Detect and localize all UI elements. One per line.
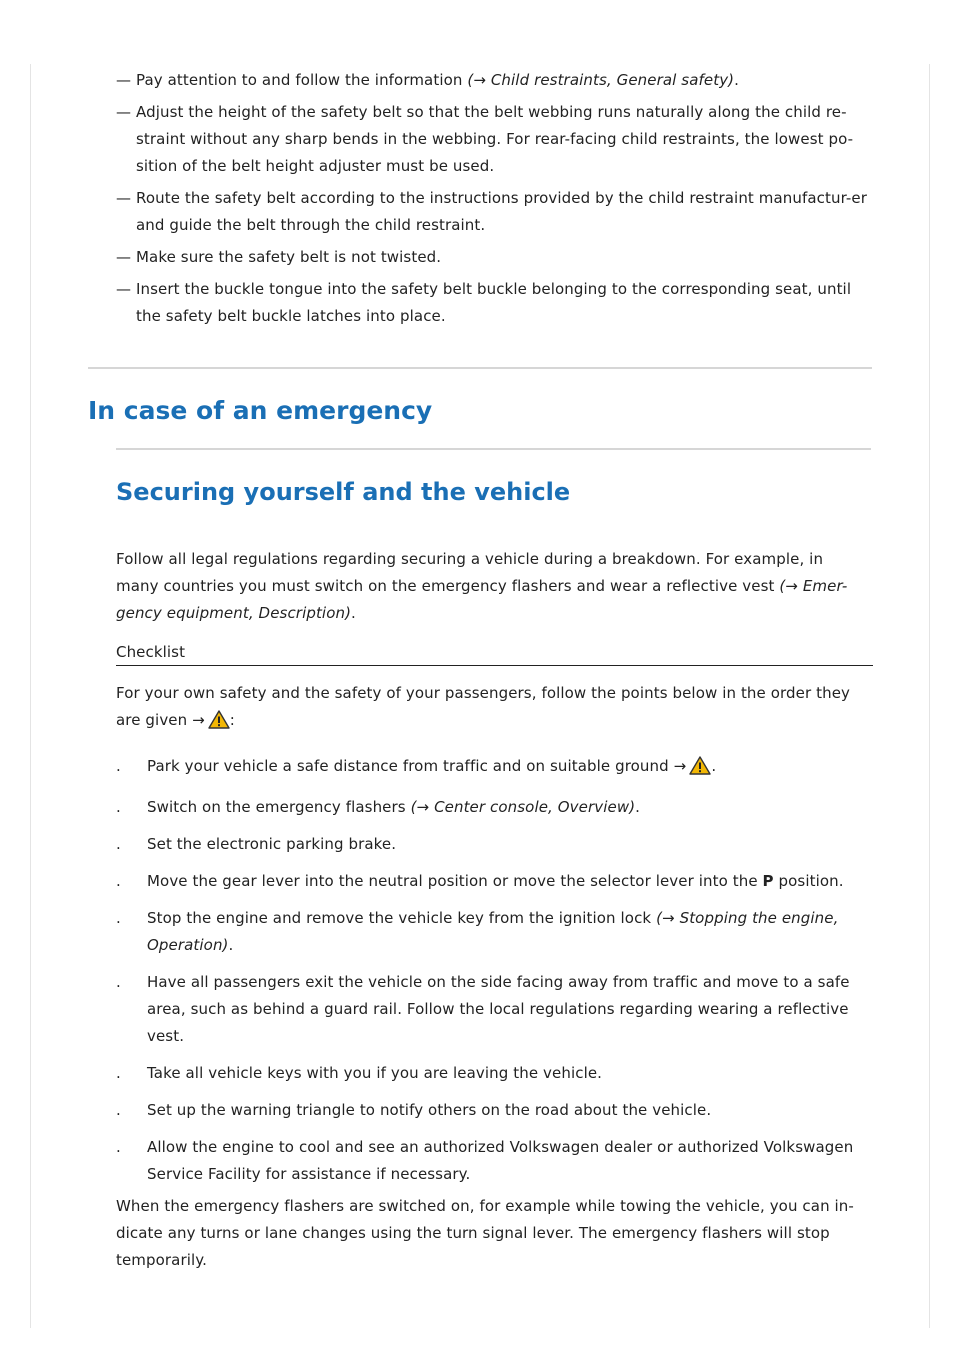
list-item-text: Adjust the height of the safety belt so that the belt webbing runs naturally along the child re-straint without any sharp bends in the webbing. For rear-facing child restraints, the lowest po-sition of the belt height adjuster must be used. (136, 103, 854, 175)
section-divider (88, 367, 872, 369)
section-title: In case of an emergency (88, 396, 433, 425)
step-marker: . (116, 835, 121, 853)
list-item-text: Insert the buckle tongue into the safety belt buckle belonging to the corresponding seat, until the safety belt buckle latches into place. (136, 280, 852, 325)
checklist-step: . Switch on the emergency flashers (→ Center console, Overview). (116, 794, 872, 821)
intro-paragraph: Follow all legal regulations regarding securing a vehicle during a breakdown. For example, in many countries you must switch on the emergency flashers and wear a reflective vest (→ Emer-gency equipment, Description). (116, 550, 848, 622)
checklist-lead: For your own safety and the safety of your passengers, follow the points below in the order they are given → : (116, 680, 868, 738)
checklist-step: . Set the electronic parking brake. (116, 831, 872, 858)
dash-bullet: — (116, 103, 132, 121)
subsection-divider (116, 448, 871, 450)
belt-instructions-list (116, 67, 876, 335)
checklist-step: . Have all passengers exit the vehicle on the side facing away from traffic and move to a safe area, such as behind a guard rail. Follow the local regulations regarding wearing a reflective vest. (116, 969, 872, 1050)
arrow-right-icon: → (662, 909, 675, 927)
list-item (116, 185, 876, 239)
cross-reference-link[interactable]: (→ Stopping the engine, Operation) (147, 909, 839, 954)
arrow-right-icon: → (192, 711, 205, 729)
page-margin-left (30, 64, 31, 1328)
step-marker: . (116, 872, 121, 890)
checklist-divider (116, 665, 873, 666)
step-marker: . (116, 1101, 121, 1119)
gear-position-label: P (762, 872, 774, 890)
step-marker: . (116, 798, 121, 816)
list-item-text: Pay attention to and follow the information (136, 71, 468, 89)
arrow-right-icon: → (416, 798, 430, 816)
checklist-step: . Park your vehicle a safe distance from traffic and on suitable ground → . (116, 753, 872, 784)
list-item (116, 276, 876, 330)
warning-triangle-icon[interactable] (208, 710, 230, 738)
dash-bullet: — (116, 189, 132, 207)
cross-reference-link[interactable]: (→ Emer-gency equipment, Description) (116, 577, 848, 622)
cross-reference-link[interactable]: (→ Child restraints, General safety) (467, 71, 735, 89)
dash-bullet: — (116, 280, 132, 298)
list-item-text: Make sure the safety belt is not twisted. (136, 248, 442, 266)
list-item (116, 99, 876, 180)
dash-bullet: — (116, 71, 132, 89)
step-marker: . (116, 1064, 121, 1082)
closing-paragraph: When the emergency flashers are switched on, for example while towing the vehicle, you can in-dicate any turns or lane changes using the turn signal lever. The emergency flashers will stop temporarily. (116, 1197, 854, 1269)
checklist-step: . Take all vehicle keys with you if you are leaving the vehicle. (116, 1060, 872, 1087)
checklist-step: . Stop the engine and remove the vehicle key from the ignition lock (→ Stopping the engine, Operation). (116, 905, 872, 959)
arrow-right-icon: → (673, 757, 687, 775)
dash-bullet: — (116, 248, 132, 266)
step-marker: . (116, 909, 121, 927)
list-item (116, 244, 876, 271)
checklist-step: . Set up the warning triangle to notify others on the road about the vehicle. (116, 1097, 872, 1124)
list-item: — Pay attention to and follow the information (→ Child restraints, General safety). (116, 67, 876, 94)
page-margin-right (929, 64, 930, 1328)
checklist-title: Checklist (116, 643, 186, 661)
arrow-right-icon: → (473, 71, 486, 89)
subsection-title: Securing yourself and the vehicle (116, 478, 571, 506)
step-marker: . (116, 973, 121, 991)
checklist-step: . Allow the engine to cool and see an authorized Volkswagen dealer or authorized Volkswagen Service Facility for assistance if necessary. (116, 1134, 872, 1188)
step-marker: . (116, 1138, 121, 1156)
arrow-right-icon: → (785, 577, 798, 595)
step-marker: . (116, 757, 121, 775)
checklist-step: . Move the gear lever into the neutral position or move the selector lever into the P position. (116, 868, 872, 895)
warning-triangle-icon[interactable] (689, 756, 711, 784)
cross-reference-link[interactable]: (→ Center console, Overview) (410, 798, 636, 816)
list-item-text: Route the safety belt according to the instructions provided by the child restraint manufactur-er and guide the belt through the child restraint. (136, 189, 868, 234)
checklist-steps (116, 753, 872, 1198)
